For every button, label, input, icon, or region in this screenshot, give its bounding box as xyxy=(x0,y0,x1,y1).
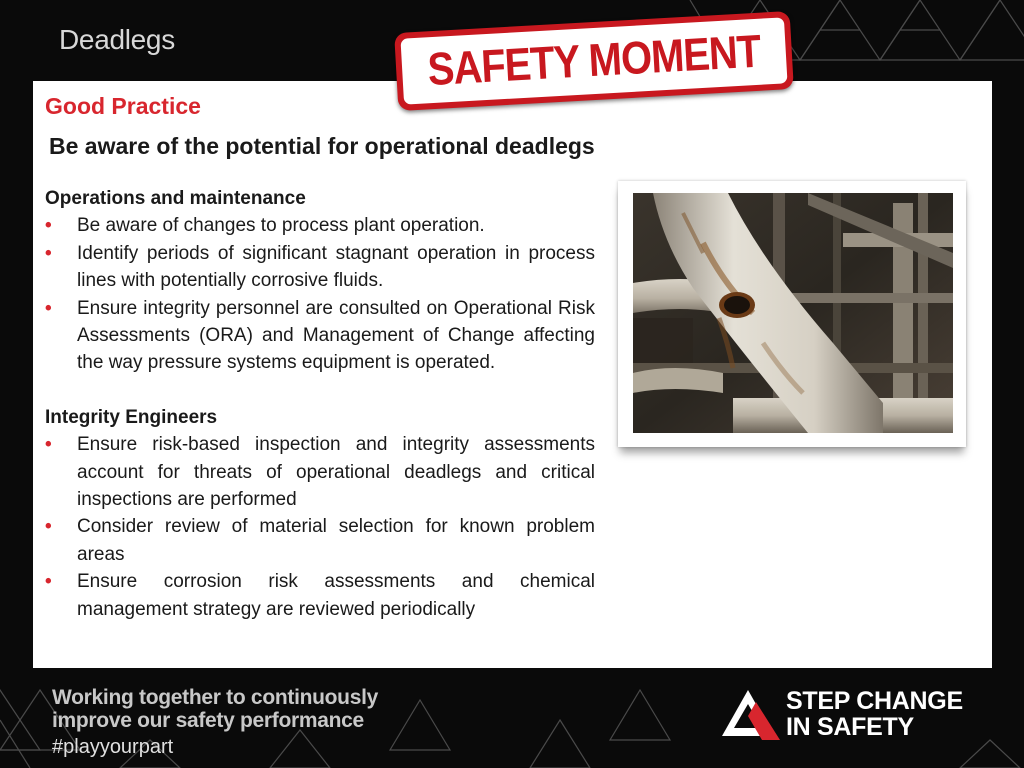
footer-tagline xyxy=(52,686,378,732)
bullet-icon: • xyxy=(45,242,52,264)
bullet-text: Ensure corrosion risk assessments and chemical management strategy are reviewed periodically xyxy=(77,571,595,620)
bullet-text: Be aware of changes to process plant operation. xyxy=(77,215,485,237)
logo-line-1: STEP CHANGE xyxy=(786,687,963,715)
tagline-line-2: improve our safety performance xyxy=(52,709,364,732)
panel-subtitle: Be aware of the potential for operational deadlegs xyxy=(49,133,595,159)
bullet-text: Ensure risk-based inspection and integrity assessments account for threats of operational deadlegs and critical inspections are performed xyxy=(77,434,595,511)
section-operations xyxy=(45,185,595,377)
section-integrity-engineers xyxy=(45,404,595,623)
logo-text xyxy=(786,688,963,740)
content-body xyxy=(45,185,595,623)
list-item xyxy=(45,568,595,623)
triangle-logo-icon xyxy=(722,688,780,740)
bullet-icon: • xyxy=(45,297,52,319)
section-heading: Operations and maintenance xyxy=(45,188,306,209)
list-item xyxy=(45,295,595,377)
section-heading: Integrity Engineers xyxy=(45,406,218,428)
slide-title: Deadlegs xyxy=(59,24,175,55)
bullet-icon: • xyxy=(45,571,52,593)
list-item xyxy=(45,513,595,568)
tagline-line-1: Working together to continuously xyxy=(52,686,379,709)
bullet-icon: • xyxy=(45,434,52,456)
list-item xyxy=(45,431,595,513)
list-item xyxy=(45,240,595,295)
hashtag: #playyourpart xyxy=(52,736,174,758)
corroded-pipe-photo xyxy=(633,193,953,433)
safety-moment-label: SAFETY MOMENT xyxy=(426,25,762,95)
bullet-icon: • xyxy=(45,215,52,237)
bullet-text: Consider review of material selection for known problem areas xyxy=(77,516,595,565)
photo-frame xyxy=(618,181,966,447)
list-item xyxy=(45,212,595,239)
bullet-list xyxy=(45,212,595,376)
bullet-icon: • xyxy=(45,516,52,538)
step-change-logo xyxy=(722,688,1002,748)
logo-line-2: IN SAFETY xyxy=(786,713,914,741)
good-practice-heading: Good Practice xyxy=(45,93,201,119)
bullet-text: Identify periods of significant stagnant operation in process lines with potentially corrosive fluids. xyxy=(77,242,595,292)
bullet-text: Ensure integrity personnel are consulted on Operational Risk Assessments (ORA) and Management of Change affecting the way pressure systems equipment is operated. xyxy=(77,297,595,374)
content-panel xyxy=(33,81,992,668)
bullet-list xyxy=(45,431,595,623)
